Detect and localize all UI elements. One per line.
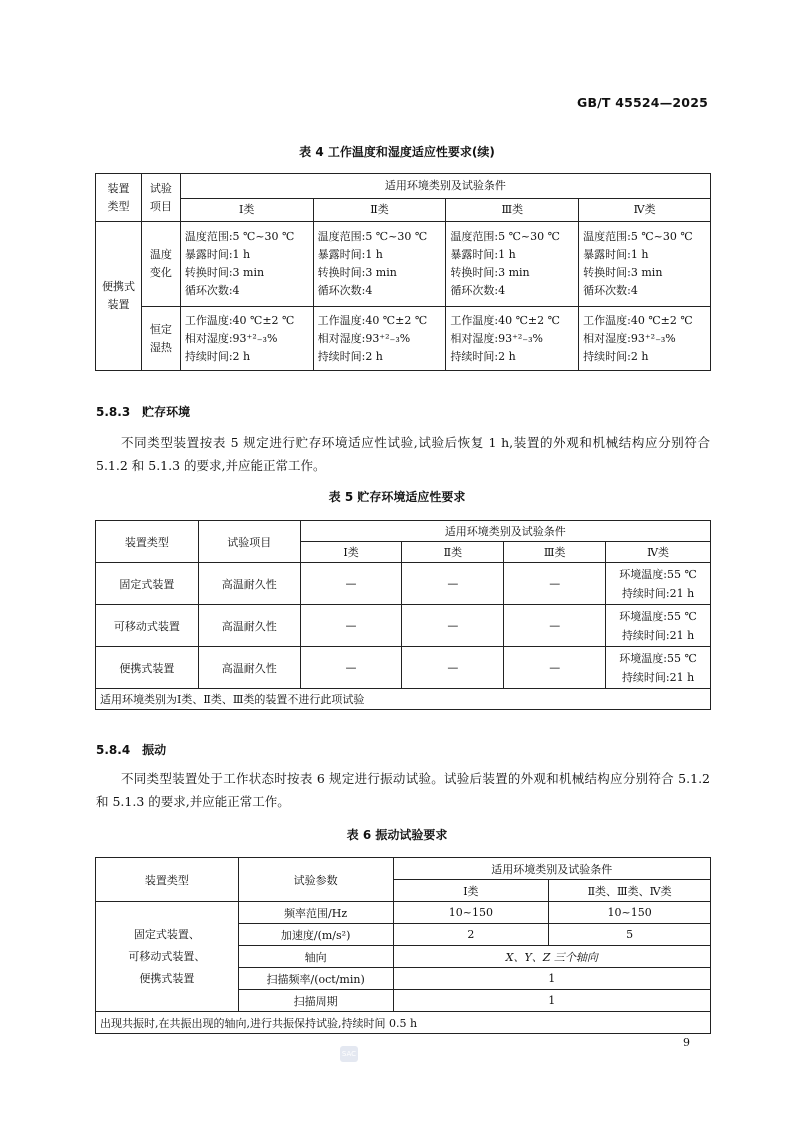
cell-line: 相对湿度:93⁺²₋₃% [317,331,411,345]
table5-class-2: Ⅱ类 [402,542,504,563]
table5-device: 可移动式装置 [96,605,199,647]
section-heading-5-8-3 [96,403,190,420]
table5-cell: — [402,605,504,647]
cell-line: 工作温度:40 ℃±2 ℃ [583,313,693,327]
cell-line: 温度范围:5 ℃~30 ℃ [583,230,693,243]
table5-cell: — [504,647,606,689]
table5-item: 高温耐久性 [198,647,300,689]
table5-caption: 表 5 贮存环境适应性要求 [328,490,466,504]
table4-cell [446,222,579,307]
cell-line: 持续时间:2 h [583,349,649,363]
section-5-8-4-paragraph: 不同类型装置处于工作状态时按表 6 规定进行振动试验。试验后装置的外观和机械结构应分别符合 5.1.2 和 5.1.3 的要求,并应能正常工作。 [96,771,710,809]
cell-line: 循环次数:4 [583,284,638,297]
cell-line: 暴露时间:1 h [317,248,383,261]
table5-cell: — [300,605,402,647]
table6-note: 出现共振时,在共振出现的轴向,进行共振保持试验,持续时间 0.5 h [96,1012,711,1034]
cell-line: 温度范围:5 ℃~30 ℃ [317,230,428,243]
table4-cell [180,222,313,307]
cell-line: 温度范围:5 ℃~30 ℃ [450,230,560,243]
section-number: 5.8.3 [96,405,131,419]
cell-line: 环境温度:55 ℃ [619,567,697,581]
table-row [96,605,711,647]
table6-param: 扫描频率/(oct/min) [238,968,393,990]
cell-line: 转换时间:3 min [317,266,397,279]
table4-cell [313,307,446,371]
cell-line: 环境温度:55 ℃ [619,651,697,665]
table6-cell: 10~150 [549,902,711,924]
cell-line: 工作温度:40 ℃±2 ℃ [184,313,295,327]
table5 [95,520,711,710]
section-5-8-3-paragraph: 不同类型装置按表 5 规定进行贮存环境适应性试验,试验后恢复 1 h,装置的外观和机械结构应分别符合 5.1.2 和 5.1.3 的要求,并应能正常工作。 [96,435,710,473]
table5-cell: — [504,605,606,647]
table4-class-1: Ⅰ类 [180,199,313,222]
table4-class-2: Ⅱ类 [313,199,446,222]
table6-param: 加速度/(m/s²) [238,924,393,946]
cell-line: 持续时间:21 h [621,628,695,642]
table6-cell: 10~150 [393,902,549,924]
table5-cell: — [300,647,402,689]
table6-cell: 1 [393,968,710,990]
cell-line: 持续时间:2 h [450,349,516,363]
table5-item: 高温耐久性 [198,605,300,647]
table4-header-env: 适用环境类别及试验条件 [180,174,710,199]
table6-caption: 表 6 振动试验要求 [346,828,448,842]
table6-header-env: 适用环境类别及试验条件 [393,858,710,880]
table6-param: 轴向 [238,946,393,968]
table6-cell: X、Y、Z 三个轴向 [393,946,710,968]
cell-line: 暴露时间:1 h [450,248,516,261]
table5-note: 适用环境类别为Ⅰ类、Ⅱ类、Ⅲ类的装置不进行此项试验 [96,689,711,710]
table4-device-type: 便携式 装置 [96,222,142,371]
table6-class-1: Ⅰ类 [393,880,549,902]
table6-param: 扫描周期 [238,990,393,1012]
table4-item-damp-heat: 恒定 湿热 [141,307,180,371]
cell-line: 持续时间:21 h [621,670,695,684]
cell-line: 相对湿度:93⁺²₋₃% [450,331,543,345]
table4-item-temp-change: 温度 变化 [141,222,180,307]
table5-class-4: Ⅳ类 [606,542,711,563]
table-row [96,902,711,924]
table6 [95,857,711,1034]
cell-line: 暴露时间:1 h [184,248,251,261]
cell-line: 工作温度:40 ℃±2 ℃ [317,313,428,327]
table5-cell [606,563,711,605]
cell-line: 温度范围:5 ℃~30 ℃ [184,230,295,243]
table5-cell [606,605,711,647]
table6-cell: 1 [393,990,710,1012]
table4-cell [446,307,579,371]
table5-header-env: 适用环境类别及试验条件 [300,521,710,542]
table6-header-params: 试验参数 [238,858,393,902]
table4-header-test-item: 试验 项目 [141,174,180,222]
cell-line: 环境温度:55 ℃ [619,609,697,623]
section-number: 5.8.4 [96,743,131,757]
table4-cell [579,222,711,307]
cell-line: 转换时间:3 min [450,266,530,279]
table5-header-test-item: 试验项目 [198,521,300,563]
cell-line: 相对湿度:93⁺²₋₃% [184,331,278,345]
page-number: 9 [683,1036,690,1049]
table5-cell: — [402,563,504,605]
cell-line: 转换时间:3 min [184,266,265,279]
cell-line: 循环次数:4 [184,284,240,297]
table5-class-1: Ⅰ类 [300,542,402,563]
table5-cell: — [504,563,606,605]
table5-item: 高温耐久性 [198,563,300,605]
cell-line: 持续时间:2 h [184,349,251,363]
table6-param: 频率范围/Hz [238,902,393,924]
table4-caption: 表 4 工作温度和湿度适应性要求(续) [299,145,495,159]
cell-line: 转换时间:3 min [583,266,663,279]
table-row [96,647,711,689]
cell-line: 持续时间:2 h [317,349,383,363]
table5-class-3: Ⅲ类 [504,542,606,563]
table6-class-2-4: Ⅱ类、Ⅲ类、Ⅳ类 [549,880,711,902]
cell-line: 循环次数:4 [450,284,506,297]
table6-cell: 5 [549,924,711,946]
section-title: 振动 [142,743,167,757]
table-row [96,563,711,605]
sac-logo-icon: SAC [340,1046,358,1062]
table5-cell [606,647,711,689]
table4-cell [579,307,711,371]
table5-cell: — [402,647,504,689]
table5-cell: — [300,563,402,605]
table5-header-device-type: 装置类型 [96,521,199,563]
table4-class-3: Ⅲ类 [446,199,579,222]
table4-cell [180,307,313,371]
table4-cell [313,222,446,307]
table5-device: 固定式装置 [96,563,199,605]
table6-cell: 2 [393,924,549,946]
table4-class-4: Ⅳ类 [579,199,711,222]
cell-line: 暴露时间:1 h [583,248,649,261]
cell-line: 循环次数:4 [317,284,373,297]
table4 [95,173,711,371]
table4-header-device-type: 装置 类型 [96,174,142,222]
table6-devices: 固定式装置、 可移动式装置、 便携式装置 [96,902,239,1012]
cell-line: 持续时间:21 h [621,586,695,600]
cell-line: 工作温度:40 ℃±2 ℃ [450,313,560,327]
standard-number: GB/T 45524—2025 [576,95,708,110]
cell-line: 相对湿度:93⁺²₋₃% [583,331,676,345]
section-title: 贮存环境 [142,405,191,419]
table6-header-device-type: 装置类型 [96,858,239,902]
section-heading-5-8-4 [96,741,166,758]
table5-device: 便携式装置 [96,647,199,689]
